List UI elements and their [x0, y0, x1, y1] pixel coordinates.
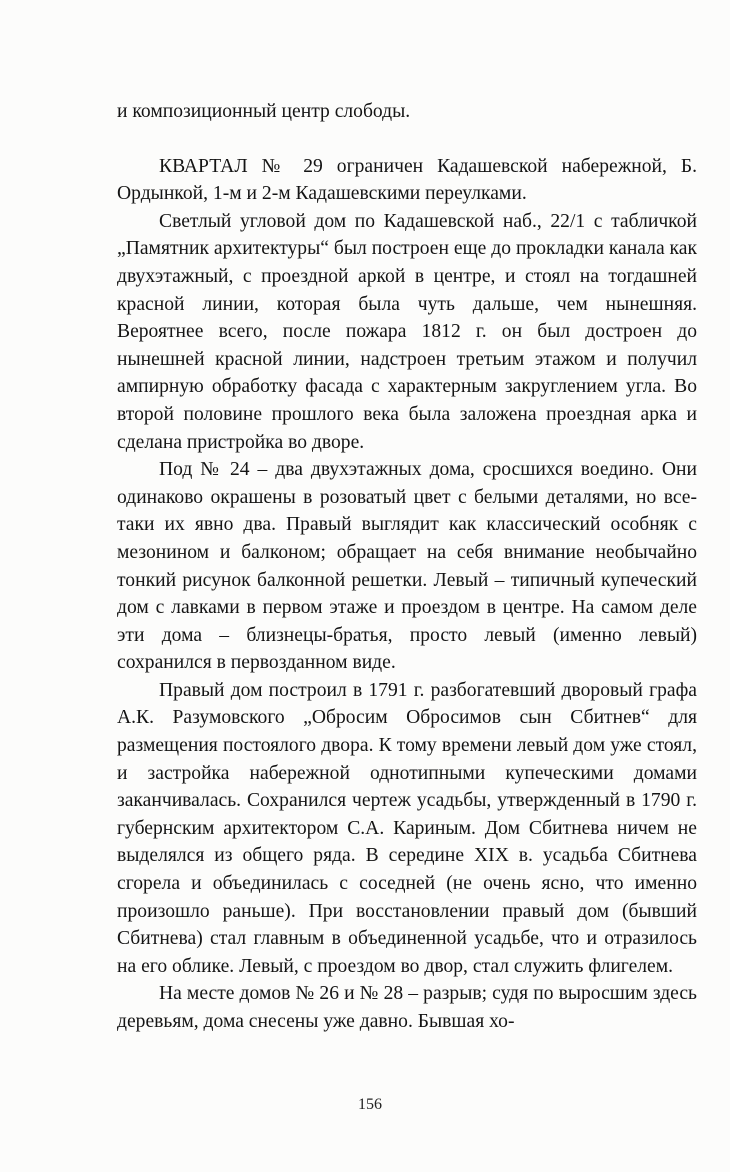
paragraph-continuation: и композиционный центр слободы. — [117, 101, 411, 122]
paragraph-right-house-history: Правый дом построил в 1791 г. разбогатевший дворовый графа А.К. Разумовского „Обросим Обросимов сын Сбитнев“ для размещения постоялого двора. К тому времени левый дом уже стоял, и застройка набережной однотипными купеческими домами заканчивалась. Сохранился чертеж усадьбы, утвержденный в 1790 г. губернским архитектором С.А. Кариным. Дом Сбитнева ничем не выделялся из общего ряда. В середине XIX в. усадьба Сбитнева сгорела и объединилась с соседней (не очень ясно, что именно произошло раньше). При восстановлении правый дом (бывший Сбитнева) стал главным в объединенной усадьбе, что и отразилось на его облике. Левый, с проездом во двор, стал служить флигелем. — [117, 679, 697, 977]
paragraph-quarter-29: КВАРТАЛ № 29 ограничен Кадашевской набережной, Б. Ордынкой, 1-м и 2-м Кадашевскими переулками. — [117, 155, 697, 205]
paragraph-house-24: Под № 24 – два двухэтажных дома, сросшихся воедино. Они одинаково окрашены в розоватый цвет с белыми деталями, но все-таки их явно два. Правый выглядит как классический особняк с мезонином и балконом; обращает на себя внимание необычайно тонкий рисунок балконной решетки. Левый – типичный купеческий дом с лавками в первом этаже и проездом в центре. На самом деле эти дома – близнецы-братья, просто левый (именно левый) сохранился в первозданном виде. — [117, 459, 697, 674]
paragraph-houses-26-28: На месте домов № 26 и № 28 – разрыв; судя по выросшим здесь деревьям, дома снесены уже давно. Бывшая хо- — [117, 983, 697, 1032]
page-number: 156 — [358, 1096, 382, 1113]
paragraph-corner-house: Светлый угловой дом по Кадашевской наб., 22/1 с табличкой „Памятник архитектуры“ был построен еще до прокладки канала как двухэтажный, с проездной аркой в центре, и стоял на тогдашней красной линии, которая была чуть дальше, чем нынешняя. Вероятнее всего, после пожара 1812 г. он был достроен до нынешней красной линии, надстроен третьим этажом и получил ампирную обработку фасада с характерным закруглением угла. Во второй половине прошлого века была заложена проездная арка и сделана пристройка во дворе. — [117, 210, 697, 453]
body-text — [117, 98, 697, 1036]
